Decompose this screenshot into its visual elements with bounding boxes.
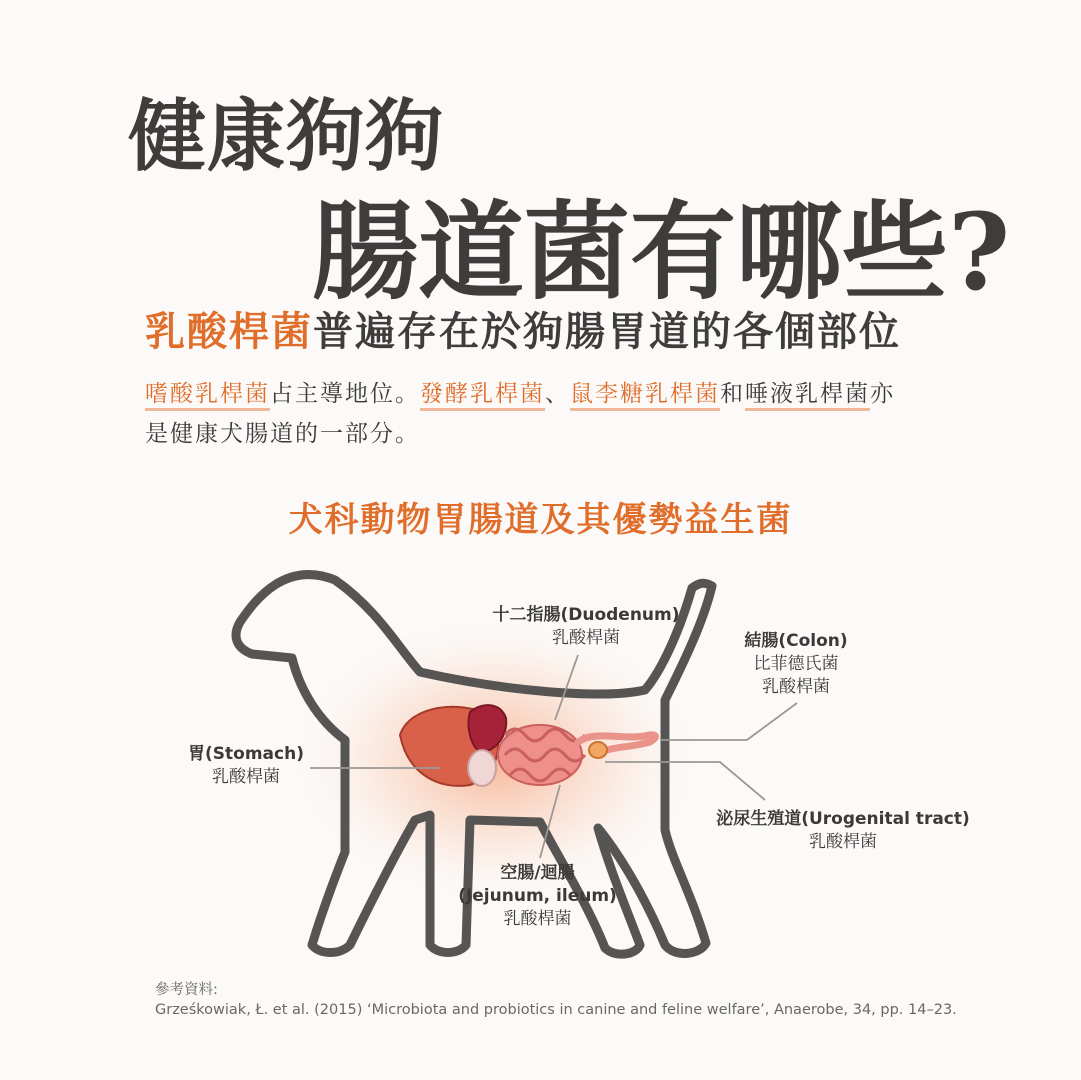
text: 和 (720, 381, 745, 407)
label-jejunum (455, 862, 620, 931)
stomach-name: 胃(Stomach) (188, 744, 304, 764)
duodenum-bacteria: 乳酸桿菌 (552, 628, 620, 648)
label-colon (738, 630, 854, 699)
small-intestine-organ (498, 725, 582, 785)
text: 亦 (870, 381, 895, 407)
reference-citation: Grześkowiak, Ł. et al. (2015) ‘Microbiota and probiotics in canine and feline welfare’, Anaerobe, 34, pp. 14–23. (155, 1002, 957, 1018)
label-urogenital (714, 808, 972, 854)
jejunum-name-1: 空腸/迴腸 (500, 863, 575, 883)
duodenum-name: 十二指腸(Duodenum) (492, 605, 680, 625)
stomach-bacteria: 乳酸桿菌 (212, 767, 280, 787)
bacteria-acidophilus: 嗜酸乳桿菌 (145, 381, 270, 411)
urogenital-name: 泌尿生殖道(Urogenital tract) (716, 809, 970, 829)
colon-bacteria-2: 乳酸桿菌 (762, 677, 830, 697)
bacteria-rhamnosus: 鼠李糖乳桿菌 (570, 381, 720, 411)
reference-heading: 參考資料: (155, 982, 218, 998)
jejunum-bacteria: 乳酸桿菌 (503, 909, 572, 929)
jejunum-name-2: (Jejunum, ileum) (458, 886, 617, 906)
reference (155, 980, 957, 1020)
paragraph-line-2: 是健康犬腸道的一部分。 (145, 421, 420, 447)
colon-name: 結腸(Colon) (744, 631, 848, 651)
colon-bacteria-1: 比菲德氏菌 (753, 654, 839, 674)
title-line-1: 健康狗狗 (128, 91, 445, 182)
label-stomach (186, 743, 306, 789)
text: 占主導地位。 (270, 381, 420, 407)
urogenital-bacteria: 乳酸桿菌 (809, 832, 877, 852)
bacteria-fermentum: 發酵乳桿菌 (420, 381, 545, 411)
bacteria-salivarius: 唾液乳桿菌 (745, 381, 870, 411)
title-line-2: 腸道菌有哪些? (312, 189, 1011, 314)
duodenum-organ (468, 750, 496, 786)
subtitle-highlight: 乳酸桿菌 (145, 309, 313, 355)
bladder-organ (589, 742, 607, 758)
subtitle-rest: 普遍存在於狗腸胃道的各個部位 (313, 309, 901, 355)
section-title: 犬科動物胃腸道及其優勢益生菌 (288, 500, 793, 540)
text: 、 (545, 381, 570, 407)
label-duodenum (488, 604, 684, 650)
